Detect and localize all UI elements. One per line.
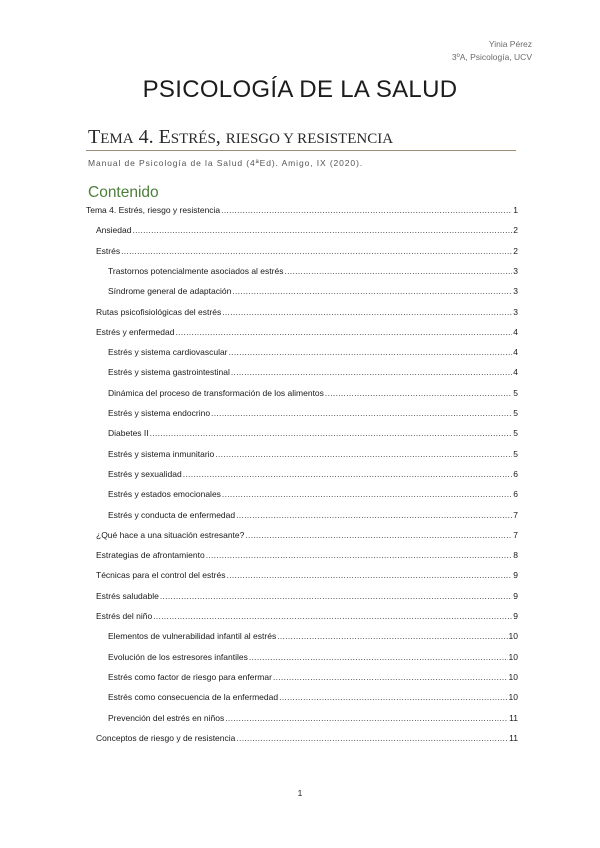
toc-entry-label: Conceptos de riesgo y de resistencia (96, 732, 236, 743)
toc-entry-page: 10 (508, 671, 518, 682)
toc-entry-label: Estrés saludable (96, 590, 159, 601)
toc-entry-label: Estrés y enfermedad (96, 326, 175, 337)
toc-leader-dots (236, 733, 508, 743)
toc-entry-page: 10 (508, 651, 518, 662)
toc-entry-label: Elementos de vulnerabilidad infantil al estrés (108, 631, 277, 642)
toc-entry-page: 9 (513, 590, 518, 601)
toc-entry-page: 4 (513, 367, 518, 378)
toc-leader-dots (206, 550, 513, 560)
toc-entry-page: 4 (513, 347, 518, 358)
toc-entry-label: Estrés y estados emocionales (108, 489, 221, 500)
toc-leader-dots (160, 591, 512, 601)
toc-leader-dots (132, 225, 512, 235)
toc-entry[interactable] (86, 286, 518, 296)
toc-entry[interactable] (86, 367, 518, 377)
toc-entry[interactable] (86, 266, 518, 276)
document-title: PSICOLOGÍA DE LA SALUD (142, 76, 458, 103)
toc-leader-dots (229, 347, 513, 357)
toc-entry[interactable] (86, 489, 518, 499)
toc-leader-dots (221, 205, 512, 215)
chapter-title (88, 126, 393, 149)
toc-entry[interactable] (86, 327, 518, 337)
toc-leader-dots (183, 469, 513, 479)
toc-leader-dots (222, 307, 512, 317)
toc-entry-page: 9 (513, 611, 518, 621)
contents-heading: Contenido (88, 184, 159, 201)
toc-entry-label: Estrés y sistema inmunitario (108, 448, 215, 459)
toc-entry-label: Estrés (96, 245, 121, 256)
toc-entry-page: 7 (513, 509, 518, 520)
toc-entry-page: 4 (513, 326, 518, 337)
toc-entry-label: Estrés y sistema endocrino (108, 408, 211, 418)
reference-line: Manual de Psicología de la Salud (4ªEd). Amigo, IX (2020). (88, 158, 364, 168)
toc-entry-page: 10 (508, 692, 518, 703)
toc-entry-label: Estrés y sistema gastrointestinal (108, 367, 230, 378)
page-number: 1 (297, 788, 303, 798)
toc-entry[interactable] (86, 449, 518, 459)
toc-entry-label: Técnicas para el control del estrés (96, 570, 226, 581)
toc-leader-dots (215, 449, 512, 459)
author-name: Yinia Pérez (488, 39, 532, 49)
toc-entry-page: 9 (513, 570, 518, 581)
toc-entry-label: Estrés y conducta de enfermedad (108, 509, 236, 520)
toc-entry[interactable] (86, 652, 518, 662)
toc-entry[interactable] (86, 611, 518, 621)
course-info: 3ºA, Psicología, UCV (451, 52, 532, 62)
toc-entry-page: 3 (513, 265, 518, 276)
toc-entry-label: Tema 4. Estrés, riesgo y resistencia (86, 205, 221, 215)
toc-leader-dots (222, 489, 512, 499)
chapter-title-part: 4. E (133, 126, 171, 148)
toc-entry[interactable] (86, 510, 518, 520)
toc-entry[interactable] (86, 692, 518, 702)
chapter-title-part: T (88, 126, 101, 148)
toc-entry[interactable] (86, 469, 518, 479)
toc-entry-label: Estrés como consecuencia de la enfermedad (108, 692, 279, 703)
toc-entry-page: 11 (509, 732, 518, 743)
toc-entry[interactable] (86, 570, 518, 580)
toc-entry[interactable] (86, 246, 518, 256)
chapter-title-part: STRÉS (170, 131, 216, 147)
toc-entry-page: 2 (513, 245, 518, 256)
toc-leader-dots (153, 611, 512, 621)
toc-leader-dots (211, 408, 512, 418)
toc-entry[interactable] (86, 550, 518, 560)
toc-entry-label: Evolución de los estresores infantiles (108, 651, 248, 662)
chapter-title-part: , (215, 126, 226, 148)
toc-entry-label: Dinámica del proceso de transformación de los alimentos (108, 387, 324, 398)
toc-entry[interactable] (86, 307, 518, 317)
toc-leader-dots (232, 286, 512, 296)
toc-entry-label: Trastornos potencialmente asociados al estrés (108, 265, 284, 276)
toc-leader-dots (225, 713, 508, 723)
toc-entry[interactable] (86, 205, 518, 215)
toc-leader-dots (277, 631, 507, 641)
toc-entry[interactable] (86, 530, 518, 540)
toc-entry-page: 2 (513, 225, 518, 236)
toc-entry[interactable] (86, 631, 518, 641)
toc-entry-page: 10 (508, 631, 518, 642)
toc-leader-dots (284, 266, 512, 276)
toc-entry-label: Diabetes II (108, 428, 149, 439)
toc-entry-page: 6 (513, 489, 518, 500)
toc-entry-page: 11 (509, 712, 518, 723)
document-header (452, 38, 532, 64)
toc-entry-page: 5 (513, 428, 518, 439)
toc-entry-page: 3 (513, 306, 518, 317)
toc-entry[interactable] (86, 388, 518, 398)
toc-leader-dots (226, 570, 512, 580)
toc-entry-label: ¿Qué hace a una situación estresante? (96, 529, 245, 540)
toc-entry-page: 5 (513, 387, 518, 398)
toc-leader-dots (245, 530, 512, 540)
toc-leader-dots (273, 672, 508, 682)
toc-entry-label: Estrés y sexualidad (108, 468, 182, 479)
toc-entry[interactable] (86, 672, 518, 682)
toc-entry[interactable] (86, 225, 518, 235)
toc-entry-label: Síndrome general de adaptación (108, 286, 232, 297)
toc-entry-page: 5 (513, 408, 518, 418)
toc-entry-page: 6 (513, 468, 518, 479)
toc-entry-label: Ansiedad (96, 225, 132, 236)
toc-entry-label: Estrés del niño (96, 611, 153, 621)
title-divider (86, 150, 516, 151)
toc-leader-dots (249, 652, 508, 662)
toc-entry[interactable] (86, 713, 518, 723)
toc-entry-label: Estrategias de afrontamiento (96, 550, 205, 561)
toc-entry-label: Prevención del estrés en niños (108, 712, 225, 723)
toc-leader-dots (175, 327, 512, 337)
toc-entry-label: Rutas psicofisiológicas del estrés (96, 306, 222, 317)
toc-entry-label: Estrés y sistema cardiovascular (108, 347, 228, 358)
toc-entry-page: 5 (513, 448, 518, 459)
toc-entry-page: 8 (513, 550, 518, 561)
chapter-title-part: RIESGO Y RESISTENCIA (225, 131, 394, 147)
toc-leader-dots (231, 367, 512, 377)
toc-entry[interactable] (86, 408, 518, 418)
toc-leader-dots (236, 510, 512, 520)
toc-entry-page: 7 (513, 529, 518, 540)
toc-entry[interactable] (86, 733, 518, 743)
chapter-title-part: EMA (100, 131, 134, 147)
toc-entry-label: Estrés como factor de riesgo para enfermar (108, 671, 272, 682)
toc-entry[interactable] (86, 428, 518, 438)
toc-leader-dots (279, 692, 507, 702)
toc-entry-page: 3 (513, 286, 518, 297)
toc-leader-dots (121, 246, 512, 256)
toc-entry[interactable] (86, 591, 518, 601)
toc-entry-page: 1 (513, 205, 518, 215)
toc-entry[interactable] (86, 347, 518, 357)
toc-leader-dots (150, 428, 513, 438)
toc-leader-dots (325, 388, 512, 398)
